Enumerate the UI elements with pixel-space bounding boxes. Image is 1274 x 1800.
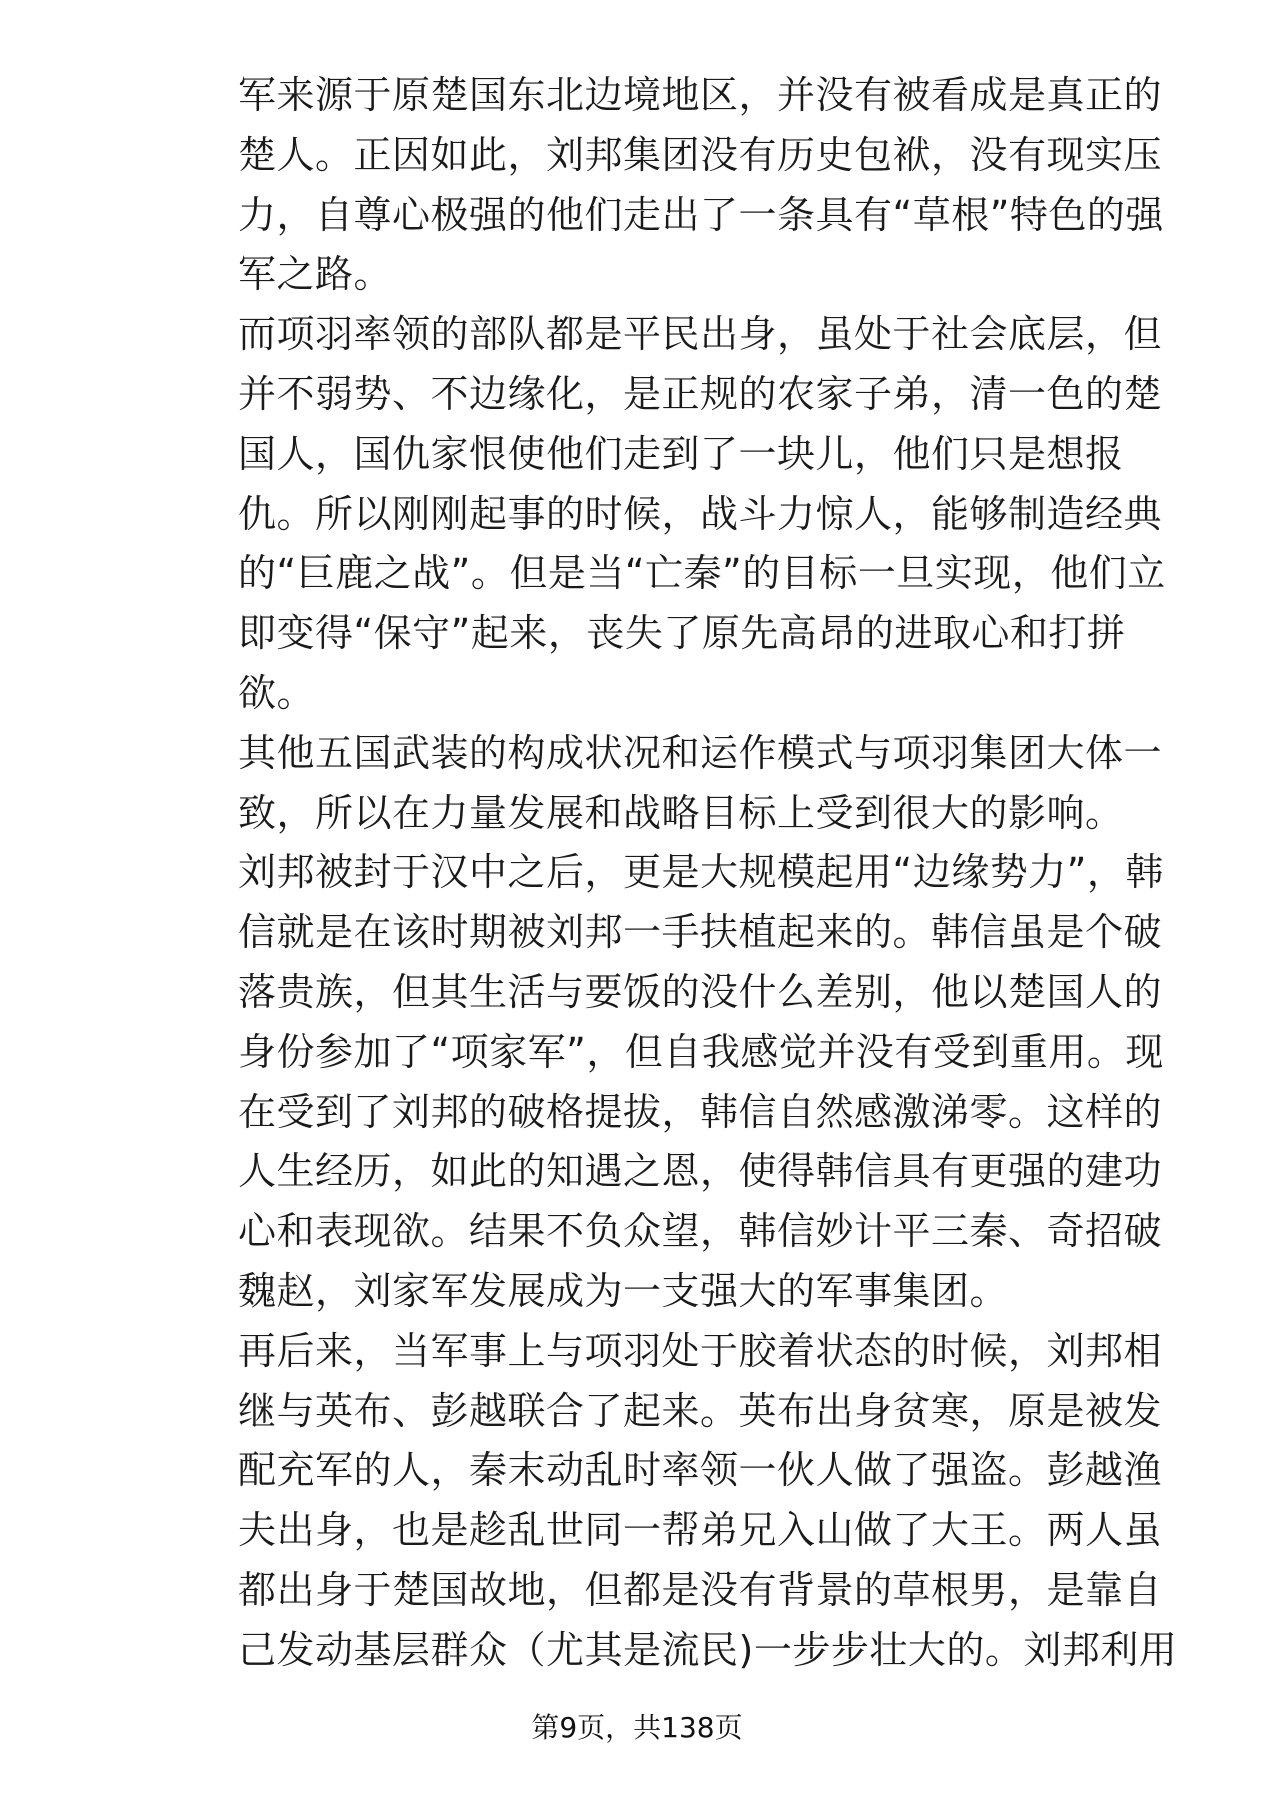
text-line: 配充军的人，秦末动乱时率领一伙人做了强盗。彭越渔 (238, 1448, 1163, 1493)
text-line: 的“巨鹿之战”。但是当“亡秦”的目标一旦实现，他们立 (238, 551, 1166, 596)
text-line: 落贵族，但其生活与要饭的没什么差别，他以楚国人的 (238, 969, 1163, 1014)
text-line: 力，自尊心极强的他们走出了一条具有“草根”特色的强 (238, 192, 1164, 237)
page-number: 第9页，共138页 (531, 1711, 743, 1744)
text-line: 信就是在该时期被刘邦一手扶植起来的。韩信虽是个破 (238, 910, 1163, 955)
text-line: 国人，国仇家恨使他们走到了一块儿，他们只是想报 (238, 431, 1124, 476)
text-line: 夫出身，也是趁乱世同一帮弟兄入山做了大王。两人虽 (238, 1508, 1163, 1553)
text-line: 军之路。 (238, 252, 393, 297)
text-line: 心和表现欲。结果不负众望，韩信妙计平三秦、奇招破 (238, 1209, 1163, 1254)
text-line: 刘邦被封于汉中之后，更是大规模起用“边缘势力”，韩 (238, 850, 1164, 895)
text-line: 军来源于原楚国东北边境地区，并没有被看成是真正的 (238, 73, 1163, 117)
text-line: 己发动基层群众（尤其是流民)一步步壮大的。刘邦利用 (238, 1627, 1178, 1672)
text-line: 仇。所以刚刚起事的时候，战斗力惊人，能够制造经典 (238, 491, 1163, 536)
text-line: 继与英布、彭越联合了起来。英布出身贫寒，原是被发 (238, 1388, 1163, 1433)
text-line: 致，所以在力量发展和战略目标上受到很大的影响。 (238, 790, 1124, 835)
text-line: 魏赵，刘家军发展成为一支强大的军事集团。 (238, 1268, 1009, 1313)
text-line: 楚人。正因如此，刘邦集团没有历史包袱，没有现实压 (238, 132, 1163, 177)
text-line: 而项羽率领的部队都是平民出身，虽处于社会底层，但 (238, 312, 1163, 357)
text-line: 再后来，当军事上与项羽处于胶着状态的时候，刘邦相 (238, 1328, 1163, 1373)
document-body (238, 66, 1178, 1681)
text-line: 欲。 (238, 670, 316, 715)
text-line: 即变得“保守”起来，丧失了原先高昂的进取心和打拼 (238, 611, 1126, 656)
text-line: 人生经历，如此的知遇之恩，使得韩信具有更强的建功 (238, 1149, 1163, 1194)
text-line: 都出身于楚国故地，但都是没有背景的草根男，是靠自 (238, 1567, 1163, 1612)
text-line: 并不弱势、不边缘化，是正规的农家子弟，清一色的楚 (238, 371, 1163, 416)
text-line: 身份参加了“项家军”，但自我感觉并没有受到重用。现 (238, 1029, 1164, 1074)
text-line: 在受到了刘邦的破格提拔，韩信自然感激涕零。这样的 (238, 1089, 1163, 1134)
text-line: 其他五国武装的构成状况和运作模式与项羽集团大体一 (238, 730, 1163, 775)
